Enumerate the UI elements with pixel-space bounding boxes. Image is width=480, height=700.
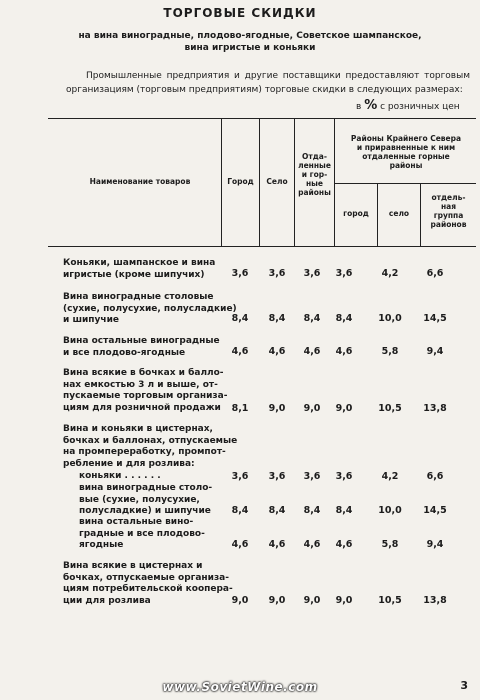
table-row-name: Вина всякие в цистернах и бочках, отпускаемые организа- циям потребительской коопера- ции для розлива bbox=[63, 561, 233, 606]
table-row-name: Вина и коньяки в цистернах, бочках и баллонах, отпускаемые на промпереработку, промпот- ребление и для розлива: bbox=[63, 424, 238, 469]
table-cell: 9,4 bbox=[426, 539, 444, 550]
table-cell: 9,4 bbox=[426, 346, 444, 357]
table-cell: 10,5 bbox=[378, 403, 402, 414]
table-header-bottom-rule bbox=[48, 246, 476, 247]
table-cell: 14,5 bbox=[423, 313, 447, 324]
table-cell: 8,1 bbox=[231, 403, 249, 414]
table-cell: 3,6 bbox=[335, 268, 353, 279]
table-cell: 3,6 bbox=[231, 268, 249, 279]
table-cell: 4,6 bbox=[303, 539, 321, 550]
header-north-village: село bbox=[388, 209, 410, 218]
table-cell: 13,8 bbox=[423, 595, 447, 606]
table-cell: 9,0 bbox=[268, 403, 286, 414]
units-percent: % bbox=[364, 98, 378, 113]
header-north-separate: отдель- ная группа районов bbox=[430, 193, 467, 229]
table-cell: 6,6 bbox=[426, 471, 444, 482]
header-city: Город bbox=[227, 177, 254, 186]
table-cell: 4,6 bbox=[268, 346, 286, 357]
table-cell: 9,0 bbox=[335, 595, 353, 606]
table-cell: 3,6 bbox=[303, 268, 321, 279]
table-cell: 5,8 bbox=[381, 346, 399, 357]
table-cell: 13,8 bbox=[423, 403, 447, 414]
table-row-name: вина остальные вино- градные и все плодово- ягодные bbox=[79, 517, 205, 550]
table-cell: 4,6 bbox=[231, 346, 249, 357]
table-cell: 8,4 bbox=[303, 313, 321, 324]
watermark: www.SovietWine.com bbox=[162, 680, 318, 694]
header-north-city: город bbox=[343, 209, 369, 218]
table-cell: 3,6 bbox=[268, 268, 286, 279]
table-cell: 4,6 bbox=[231, 539, 249, 550]
table-row-name: коньяки . . . . . . bbox=[79, 471, 161, 481]
table-cell: 6,6 bbox=[426, 268, 444, 279]
table-cell: 9,0 bbox=[303, 595, 321, 606]
table-cell: 4,6 bbox=[268, 539, 286, 550]
table-cell: 3,6 bbox=[268, 471, 286, 482]
table-row-name: Вина виноградные столовые (сухие, полусухие, полусладкие) и шипучие bbox=[63, 292, 237, 325]
table-cell: 8,4 bbox=[335, 505, 353, 516]
units-note bbox=[356, 98, 476, 113]
header-remote: Отда- ленные и гор- ные районы bbox=[298, 152, 331, 197]
table-cell: 8,4 bbox=[335, 313, 353, 324]
table-cell: 8,4 bbox=[268, 505, 286, 516]
table-cell: 4,2 bbox=[381, 268, 399, 279]
table-cell: 9,0 bbox=[268, 595, 286, 606]
intro-paragraph: Промышленные предприятия и другие поставщики предоставляют торговым организациям (торговым предприятиям) торговые скидки в следующих размерах: bbox=[66, 71, 470, 95]
table-top-rule bbox=[48, 118, 476, 119]
table-row-name: Коньяки, шампанское и вина игристые (кроме шипучих) bbox=[63, 258, 216, 280]
page-number: 3 bbox=[460, 679, 468, 692]
units-prefix: в bbox=[356, 102, 362, 112]
north-subheader-rule bbox=[334, 183, 476, 184]
table-cell: 9,0 bbox=[303, 403, 321, 414]
table-cell: 5,8 bbox=[381, 539, 399, 550]
table-row-name: Вина остальные виноградные и все плодово-ягодные bbox=[63, 336, 220, 358]
subtitle-line-2: вина игристые и коньяки bbox=[184, 43, 316, 53]
table-cell: 10,5 bbox=[378, 595, 402, 606]
table-cell: 3,6 bbox=[335, 471, 353, 482]
table-cell: 10,0 bbox=[378, 313, 402, 324]
table-cell: 8,4 bbox=[303, 505, 321, 516]
table-cell: 3,6 bbox=[231, 471, 249, 482]
units-rest: с розничных цен bbox=[380, 102, 460, 112]
header-village: Село bbox=[266, 177, 288, 186]
subtitle-line-1: на вина виноградные, плодово-ягодные, Советское шампанское, bbox=[78, 31, 422, 41]
table-cell: 9,0 bbox=[335, 403, 353, 414]
table-cell: 10,0 bbox=[378, 505, 402, 516]
col-divider-4 bbox=[334, 118, 335, 246]
header-north-group: Районы Крайнего Севера и приравненные к ним отдаленные горные районы bbox=[350, 134, 462, 170]
table-cell: 8,4 bbox=[231, 505, 249, 516]
table-cell: 4,6 bbox=[335, 539, 353, 550]
table-cell: 9,0 bbox=[231, 595, 249, 606]
table-cell: 4,2 bbox=[381, 471, 399, 482]
header-name: Наименование товаров bbox=[89, 177, 191, 186]
page-title: ТОРГОВЫЕ СКИДКИ bbox=[163, 6, 317, 20]
table-cell: 4,6 bbox=[335, 346, 353, 357]
page-subtitle bbox=[60, 30, 440, 54]
table-cell: 8,4 bbox=[231, 313, 249, 324]
table-cell: 3,6 bbox=[303, 471, 321, 482]
table-cell: 8,4 bbox=[268, 313, 286, 324]
table-cell: 14,5 bbox=[423, 505, 447, 516]
table-cell: 4,6 bbox=[303, 346, 321, 357]
table-row-name: вина виноградные столо- вые (сухие, полусухие, полусладкие) и шипучие bbox=[79, 483, 213, 516]
table-row-name: Вина всякие в бочках и балло- нах емкостью 3 л и выше, от- пускаемые торговым организа- циям для розничной продажи bbox=[63, 368, 228, 413]
